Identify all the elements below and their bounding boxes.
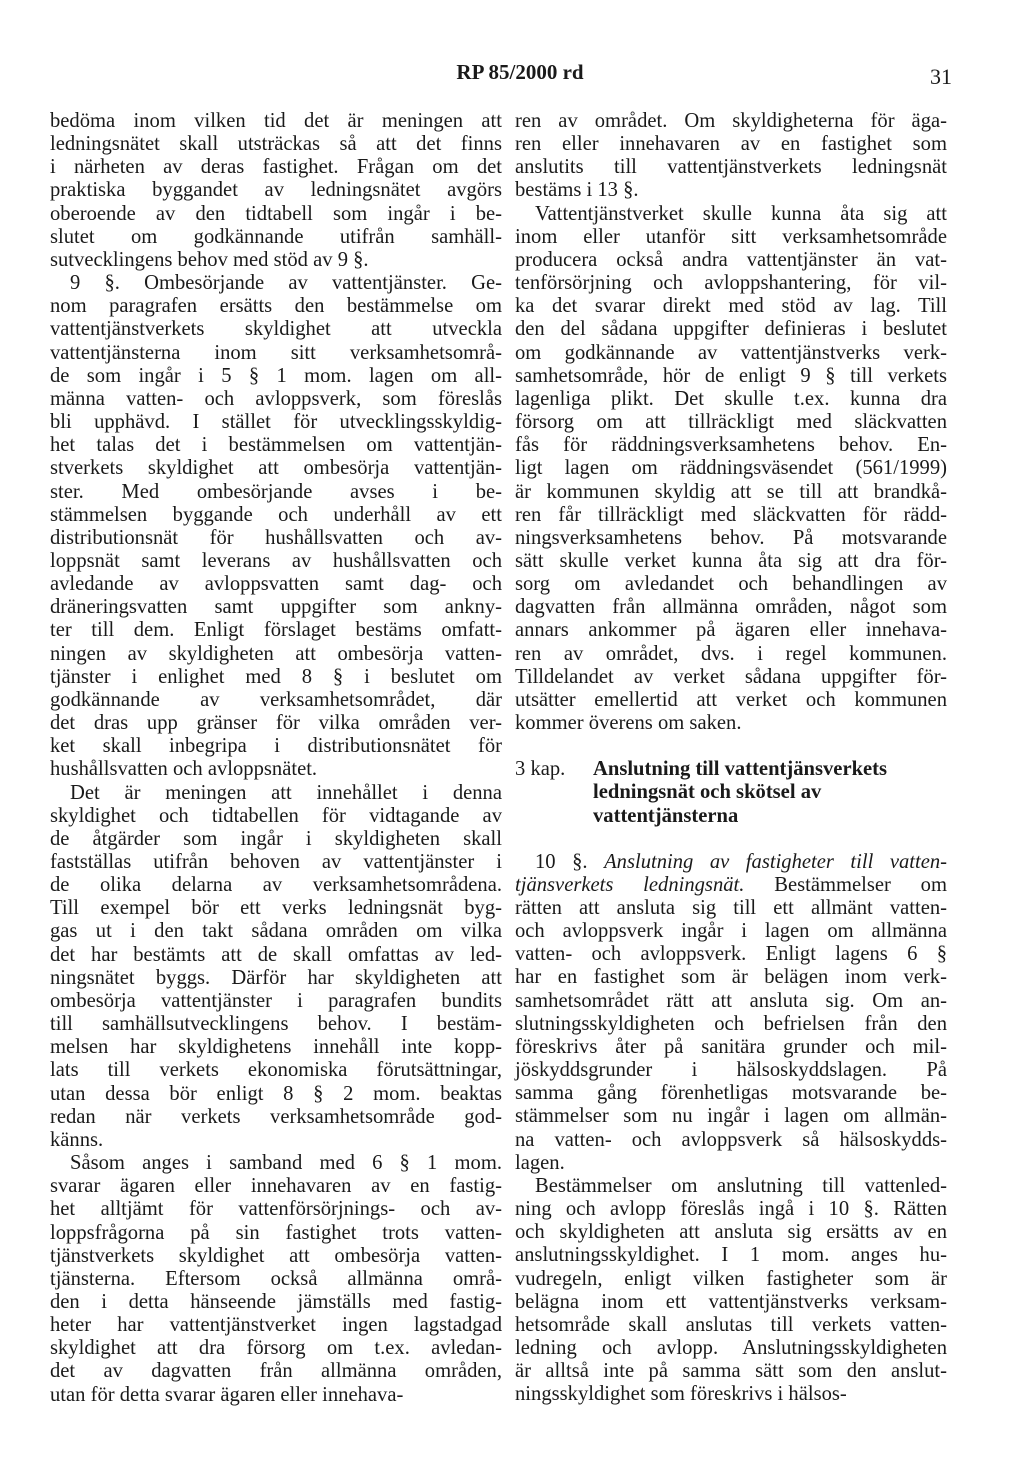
text-line: redan när verkets verksamhetsområde god- [50, 1105, 502, 1128]
text-line: dagvatten från allmänna områden, något som [515, 596, 947, 619]
text-line: utan dessa bör enligt 8 § 2 mom. beaktas [50, 1082, 502, 1105]
right-column-continuation [515, 110, 947, 735]
text-line: loppsnät samt leverans av hushållsvatten och [50, 549, 502, 572]
section-10-body [515, 897, 947, 1406]
text-line: ren av området. Om skyldigheterna för äga- [515, 110, 947, 132]
document-reference: RP 85/2000 rd [456, 60, 584, 84]
text-line: loppsfrågorna på sin fastighet trots vatten- [50, 1221, 502, 1244]
section-10-lead-line [515, 851, 947, 874]
text-line: Bestämmelser om anslutning till vattenled- [535, 1174, 947, 1197]
text-line: tjänsterna. Eftersom också allmänna områ- [50, 1267, 502, 1290]
text-line: i närheten av deras fastighet. Frågan om det [50, 156, 502, 179]
text-line: ning och avlopp föreslås ingå i 10 §. Rätten [515, 1198, 947, 1221]
text-line: sorg om avledandet och behandlingen av [515, 573, 947, 596]
section-lead-rest: Bestämmelser om [774, 873, 947, 896]
text-line: tjänster i enlighet med 8 § i beslutet om [50, 665, 502, 688]
text-line: slutet om godkännande utifrån samhäll- [50, 225, 502, 248]
text-line: dräneringsvatten samt uppgifter som ankny- [50, 596, 502, 619]
text-line: ningsnätet byggs. Därför har skyldigheten att [50, 966, 502, 989]
chapter-title-line: Anslutning till vattentjänsverkets [593, 758, 888, 781]
section-10-lead [515, 851, 947, 897]
text-line: ledning och avlopp. Anslutningsskyldigheten [515, 1336, 947, 1359]
text-line: annars ankommer på ägaren eller innehava- [515, 619, 947, 642]
chapter-title-line: ledningsnät och skötsel av [593, 781, 822, 804]
text-line: inom eller utanför sitt verksamhetsområde [515, 225, 947, 248]
text-line: vattentjänsterna inom sitt verksamhetsområ- [50, 341, 502, 364]
text-line: vudregeln, enligt vilken fastigheter som är [515, 1267, 947, 1290]
text-line: sätt skulle verket kunna åta sig att dra för- [515, 549, 947, 572]
chapter-number: 3 kap. [515, 758, 566, 781]
text-line: är alltså inte på samma sätt som den anslut- [515, 1360, 947, 1383]
text-line: tenförsörjning och avloppshantering, för vil- [515, 272, 947, 295]
text-line: ter till dem. Enligt förslaget bestäms omfatt- [50, 619, 502, 642]
page-header [0, 0, 1024, 100]
text-line: föreskrivs åter på sanitära grunder och mil- [515, 1035, 947, 1058]
text-line: jöskyddsgrunder i hälsoskyddslagen. På [515, 1059, 947, 1082]
text-line: de åtgärder som ingår i skyldigheten skall [50, 827, 502, 850]
text-line: godkännande av verksamhetsområdet, där [50, 688, 502, 711]
text-line: stämmelsen byggande och underhåll av ett [50, 503, 502, 526]
text-line: rätten att ansluta sig till ett allmänt vatten- [515, 897, 947, 919]
text-line: ster. Med ombesörjande avses i be- [50, 480, 502, 503]
text-line: försorg om att tillräckligt med släckvatten [515, 411, 947, 434]
text-line: det har bestämts att de skall omfattas av led- [50, 943, 502, 966]
text-line: har en fastighet som är belägen inom verk- [515, 966, 947, 989]
text-line: den del sådana uppgifter definieras i beslutet [515, 318, 947, 341]
text-line: heter har vattentjänstverket ingen lagstadgad [50, 1314, 502, 1337]
text-line: lagenliga plikt. Det skulle t.ex. kunna dra [515, 387, 947, 410]
text-line: kommer överens om saken. [515, 712, 742, 735]
text-line: skyldighet att dra försorg om t.ex. avledan- [50, 1337, 502, 1360]
text-line: samhetsområde, hör de enligt 9 § till verkets [515, 364, 947, 387]
text-line: belägna inom ett vattentjänstverks verksam- [515, 1290, 947, 1313]
text-line: ka det svarar direkt med stöd av lag. Till [515, 295, 947, 318]
text-line: fås för räddningsverksamhetens behov. En- [515, 434, 947, 457]
page-number: 31 [930, 64, 952, 89]
text-line: och avloppsverk ingår i lagen om allmänna [515, 920, 947, 943]
text-line: Till exempel bör ett verks ledningsnät byg- [50, 897, 502, 920]
text-line: tjänstverkets skyldighet att ombesörja vatten- [50, 1244, 502, 1267]
section-number: 10 §. [535, 850, 588, 873]
text-line: ningsverksamhetens behov. På motsvarande [515, 526, 947, 549]
text-line: fastställas utifrån behoven av vattentjänster i [50, 851, 502, 873]
text-line: gas ut i den takt sådana områden om vilka [50, 920, 502, 943]
text-line: bedöma inom vilken tid det är meningen att [50, 110, 502, 132]
text-line: lagen. [515, 1151, 565, 1174]
text-line: producera också andra vattentjänster än vat- [515, 248, 947, 271]
text-line: utsätter emellertid att verket och kommunen [515, 688, 947, 711]
text-line: hushållsvatten och avloppsnätet. [50, 758, 318, 781]
text-line: sutvecklingens behov med stöd av 9 §. [50, 248, 369, 271]
text-line: det dras upp gränser för vilka områden ver- [50, 712, 502, 735]
text-line: om godkännande av vattentjänstverks verk- [515, 341, 947, 364]
text-line: slutningsskyldigheten och befrielsen från den [515, 1012, 947, 1035]
chapter-title [593, 758, 887, 827]
text-line: Det är meningen att innehållet i denna [70, 781, 502, 804]
text-line: ren eller innehavaren av en fastighet som [515, 133, 947, 156]
text-line: till samhällsutvecklingens behov. I bestäm- [50, 1013, 502, 1036]
text-line: ombesörja vattentjänster i paragrafen bundits [50, 989, 502, 1012]
text-line: ligt lagen om räddningsväsendet (561/1999) [515, 457, 947, 480]
left-text-column [50, 110, 502, 1407]
text-line: samhetsområdet rätt att ansluta sig. Om an- [515, 989, 947, 1012]
right-text-column [515, 110, 947, 1406]
text-line: distributionsnät för hushållsvatten och av- [50, 526, 502, 549]
text-line: de olika delarna av verksamhetsområdena. [50, 874, 502, 897]
text-line: männa vatten- och avloppsverk, som föreslås [50, 387, 502, 410]
text-line: avledande av avloppsvatten samt dag- och [50, 573, 502, 596]
text-line: Vattentjänstverket skulle kunna åta sig att [535, 202, 947, 225]
text-line: det av dagvatten från allmänna områden, [50, 1360, 502, 1383]
text-line: bli upphävd. I stället för utvecklingsskyldig- [50, 411, 502, 434]
text-line: ket skall inbegripa i distributionsnätet för [50, 735, 502, 758]
text-line: och skyldigheten att ansluta sig ersätts av en [515, 1221, 947, 1244]
chapter-heading [515, 758, 947, 827]
section-10-lead-line [515, 874, 947, 897]
text-line: känns. [50, 1128, 104, 1151]
text-line: het alltjämt för vattenförsörjnings- och av- [50, 1198, 502, 1221]
text-line: anslutningsskyldighet. I 1 mom. anges hu- [515, 1244, 947, 1267]
text-line: svarar ägaren eller innehavaren av en fastig- [50, 1175, 502, 1198]
text-line: den i detta hänseende jämställs med fastig- [50, 1290, 502, 1313]
text-line: vattentjänstverkets skyldighet att utveckla [50, 318, 502, 341]
text-line: ren får tillräckligt med släckvatten för rädd- [515, 503, 947, 526]
text-line: lats till verkets ekonomiska förutsättningar, [50, 1059, 502, 1082]
text-line: Tilldelandet av verket sådana uppgifter för- [515, 665, 947, 688]
text-line: stverkets skyldighet att ombesörja vattentjän- [50, 457, 502, 480]
section-title: Anslutning av fastigheter till vatten- [604, 850, 947, 873]
text-line: ren av området, dvs. i regel kommunen. [515, 642, 947, 665]
text-line: ningen av skyldigheten att ombesörja vatten- [50, 642, 502, 665]
text-line: är kommunen skyldig att se till att brandkå- [515, 480, 947, 503]
text-line: melsen har skyldighetens innehåll inte kopp- [50, 1036, 502, 1059]
text-line: hetsområde skall anslutas till verkets vatten- [515, 1313, 947, 1336]
text-line: vatten- och avloppsverk. Enligt lagens 6 § [515, 943, 947, 966]
text-line: nom paragrafen ersätts den bestämmelse om [50, 295, 502, 318]
text-line: skyldighet och tidtabellen för vidtagande av [50, 804, 502, 827]
text-line: na vatten- och avloppsverk så hälsoskydds- [515, 1128, 947, 1151]
text-line: oberoende av den tidtabell som ingår i be- [50, 202, 502, 225]
section-title-cont: tjänsverkets ledningsnät. [515, 873, 745, 896]
text-line: stämmelser som nu ingår i lagen om allmän- [515, 1105, 947, 1128]
text-line: de som ingår i 5 § 1 mom. lagen om all- [50, 364, 502, 387]
text-line: 9 §. Ombesörjande av vattentjänster. Ge- [70, 272, 502, 295]
text-line: ningsskyldighet som föreskrivs i hälsos- [515, 1383, 847, 1406]
text-line: het talas det i bestämmelsen om vattentjän- [50, 434, 502, 457]
text-line: ledningsnätet skall utsträckas så att det finns [50, 133, 502, 156]
text-line: utan för detta svarar ägaren eller innehava- [50, 1383, 404, 1406]
text-line: Såsom anges i samband med 6 § 1 mom. [70, 1152, 502, 1175]
text-line: bestäms i 13 §. [515, 179, 639, 202]
text-line: samma gång förenhetligas motsvarande be- [515, 1082, 947, 1105]
text-line: anslutits till vattentjänstverkets ledningsnät [515, 156, 947, 179]
chapter-title-line: vattentjänsterna [593, 804, 739, 827]
text-line: praktiska byggandet av ledningsnätet avgörs [50, 179, 502, 202]
